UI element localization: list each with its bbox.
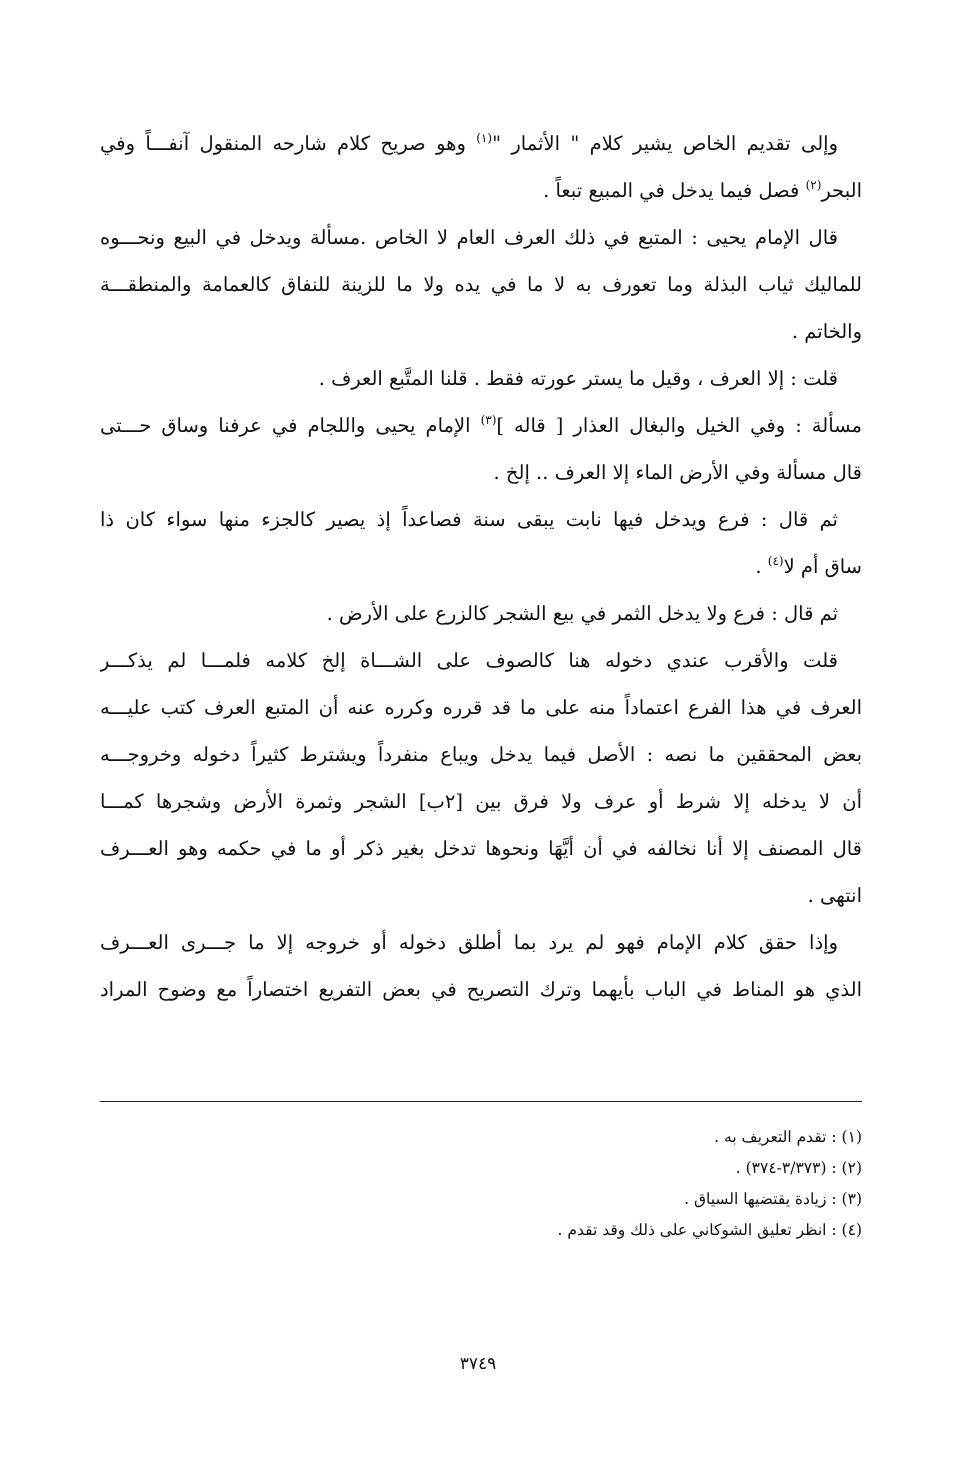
text-line: والخاتم .: [791, 320, 862, 343]
footnote-marker: (٤): [767, 554, 784, 568]
footnote: (٣) : زيادة يقتضيها السياق .: [684, 1190, 862, 1208]
footnotes: [100, 1122, 862, 1246]
text-line: مسألة : وفي الخيل والبغال العذار [ قاله ]$^{(٣)}$ الإمام يحيى واللجام في عرفنا وساق حـــتى: [100, 413, 862, 437]
text-line: قلت : إلا العرف ، وقيل ما يستر عورته فقط . قلنا المتَّبع العرف .: [318, 367, 838, 390]
text-line: ساق أم لا$^{(٤)}$ .: [755, 554, 862, 578]
text-line: بعض المحققين ما نصه : الأصل فيما يدخل ويباع منفرداً ويشترط كثيراً دخوله وخروجـــه: [100, 743, 862, 766]
footnote-marker: (٢): [805, 178, 822, 192]
text-line: الذي هو المناط في الباب بأيهما وترك التصريح في بعض التفريع اختصاراً مع وضوح المراد: [100, 978, 862, 1001]
text-line: وإلى تقديم الخاص يشير كلام " الأثمار "$^{(١)}$ وهو صريح كلام شارحه المنقول آنفـــاً وفي: [100, 131, 838, 155]
text-line: البحر$^{(٢)}$ فصل فيما يدخل في المبيع تبعاً .: [543, 178, 862, 202]
text-line: للماليك ثياب البذلة وما تعورف به لا ما في يده ولا ما للزينة للنفاق كالعمامة والمنطقـــة: [100, 273, 862, 296]
page-number: ٣٧٤٩: [459, 1354, 497, 1374]
text-line: انتهى .: [807, 884, 862, 907]
footnote: (٢) : (٣/٣٧٣-٣٧٤) .: [735, 1159, 862, 1177]
footnote: (٤) : انظر تعليق الشوكاني على ذلك وقد تقدم .: [557, 1221, 862, 1239]
text-line: ثم قال : فرع ولا يدخل الثمر في بيع الشجر كالزرع على الأرض .: [326, 602, 838, 625]
footnote-separator: [100, 1101, 862, 1102]
text-line: ثم قال : فرع ويدخل فيها نابت يبقى سنة فصاعداً إذ يصير كالجزء منها سواء كان ذا: [100, 508, 838, 531]
footnote: (١) : تقدم التعريف به .: [714, 1128, 862, 1146]
footnote-marker: (٣): [480, 413, 497, 427]
text-line: العرف في هذا الفرع اعتماداً منه على ما قد قرره وكرره عنه أن المتبع العرف كتب عليـــه: [100, 696, 862, 719]
text-line: قال مسألة وفي الأرض الماء إلا العرف .. إلخ .: [493, 461, 862, 484]
footnote-marker: (١): [476, 131, 493, 145]
text-line: قال المصنف إلا أنا نخالفه في أن أيَّهَا ونحوها تدخل بغير ذكر أو ما في حكمه وهو العـــرف: [100, 837, 862, 860]
main-text: [100, 120, 862, 1013]
text-line: أن لا يدخله إلا شرط أو عرف ولا فرق بين [٢ب] الشجر وثمرة الأرض وشجرها كمـــا: [100, 790, 862, 813]
text-line: وإذا حقق كلام الإمام فهو لم يرد بما أطلق دخوله أو خروجه إلا ما جـــرى العـــرف: [100, 931, 838, 954]
text-line: قلت والأقرب عندي دخوله هنا كالصوف على الشـــاة إلخ كلامه فلمـــا لم يذكـــر: [100, 649, 838, 672]
text-line: قال الإمام يحيى : المتبع في ذلك العرف العام لا الخاص .مسألة ويدخل في البيع ونحـــوه: [100, 226, 838, 249]
